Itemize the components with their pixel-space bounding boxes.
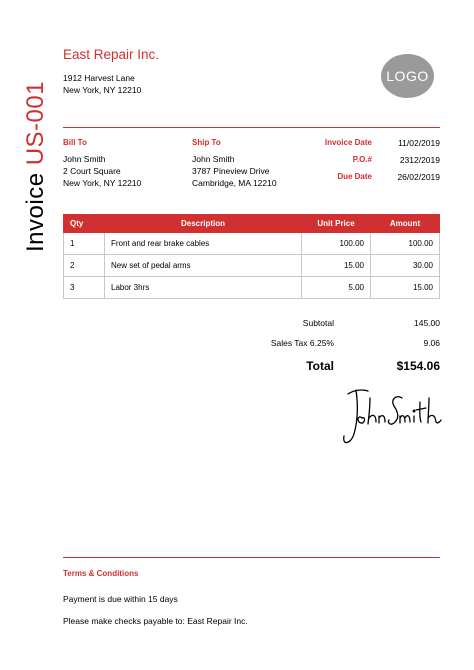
bill-to-line2: New York, NY 12210 (63, 178, 142, 188)
row-amount: 30.00 (371, 255, 440, 277)
company-address-line1: 1912 Harvest Lane (63, 73, 135, 83)
row-qty: 1 (64, 233, 105, 255)
row-description: Front and rear brake cables (105, 233, 302, 255)
terms-line2: Please make checks payable to: East Repair Inc. (63, 616, 248, 626)
ship-to-line2: Cambridge, MA 12210 (192, 178, 277, 188)
company-address-line2: New York, NY 12210 (63, 85, 142, 95)
row-description: New set of pedal arms (105, 255, 302, 277)
signature-image (334, 384, 444, 454)
po-label: P.O.# (352, 155, 372, 164)
logo-placeholder: LOGO (381, 54, 434, 98)
row-unit-price: 100.00 (302, 233, 371, 255)
header-divider (63, 127, 440, 128)
due-date-label: Due Date (337, 172, 372, 181)
ship-to-line1: 3787 Pineview Drive (192, 166, 270, 176)
row-unit-price: 5.00 (302, 277, 371, 299)
footer-divider (63, 557, 440, 558)
table-row (64, 255, 440, 277)
row-unit-price: 15.00 (302, 255, 371, 277)
row-description: Labor 3hrs (105, 277, 302, 299)
row-qty: 2 (64, 255, 105, 277)
table-row (64, 277, 440, 299)
po-value: 2312/2019 (399, 155, 440, 165)
tax-value: 9.06 (423, 338, 440, 348)
table-header-row (64, 215, 440, 233)
column-header-unit-price: Unit Price (302, 215, 371, 233)
bill-to-label: Bill To (63, 138, 87, 147)
subtotal-label: Subtotal (302, 318, 334, 328)
ship-to-label: Ship To (192, 138, 221, 147)
due-date-value: 26/02/2019 (397, 172, 440, 182)
terms-heading: Terms & Conditions (63, 569, 139, 578)
tax-label: Sales Tax 6.25% (270, 338, 334, 348)
bill-to-line1: 2 Court Square (63, 166, 121, 176)
row-amount: 15.00 (371, 277, 440, 299)
table-row (64, 233, 440, 255)
invoice-date-value: 11/02/2019 (398, 138, 440, 148)
subtotal-value: 145.00 (414, 318, 440, 328)
line-items-table (63, 214, 440, 299)
bill-to-name: John Smith (63, 154, 106, 164)
invoice-title (22, 76, 62, 256)
invoice-number: US-001 (22, 80, 49, 166)
row-qty: 3 (64, 277, 105, 299)
column-header-description: Description (105, 215, 302, 233)
invoice-date-label: Invoice Date (324, 138, 372, 147)
column-header-qty: Qty (64, 215, 105, 233)
column-header-amount: Amount (371, 215, 440, 233)
ship-to-name: John Smith (192, 154, 235, 164)
total-label: Total (306, 359, 334, 373)
total-value: $154.06 (396, 359, 440, 373)
invoice-title-prefix: Invoice (22, 172, 49, 252)
row-amount: 100.00 (371, 233, 440, 255)
terms-line1: Payment is due within 15 days (63, 594, 178, 604)
company-name: East Repair Inc. (63, 47, 160, 62)
